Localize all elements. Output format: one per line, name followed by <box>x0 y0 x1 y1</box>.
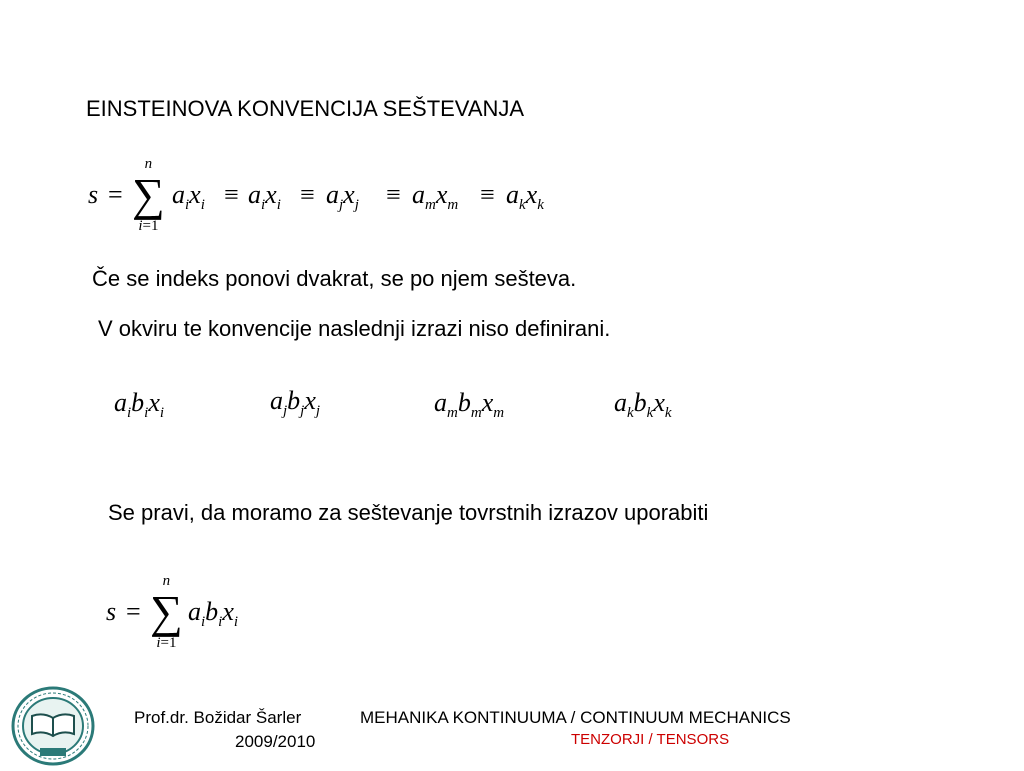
eq2-term: $a_ib_ix_i$ <box>188 597 239 630</box>
undefined-intro-text: V okviru te konvencije naslednji izrazi niso definirani. <box>98 316 611 341</box>
slide-title: EINSTEINOVA KONVENCIJA SEŠTEVANJA <box>86 96 525 121</box>
eq1-sum-lower-eq: =1 <box>142 218 159 234</box>
footer-year: 2009/2010 <box>235 732 316 751</box>
eq2-sum-lower-eq: =1 <box>160 635 177 651</box>
eq1-equiv: ≡ <box>300 180 315 209</box>
eq2-sum-symbol: n ∑ i=1 <box>150 573 183 651</box>
eq1-equals: = <box>108 180 123 209</box>
footer-topic: TENZORJI / TENSORS <box>571 731 730 748</box>
undefined-expression: $a_ib_ix_i$ <box>114 388 165 421</box>
summation-intro-text: Se pravi, da moramo za seštevanje tovrstnih izrazov uporabiti <box>108 500 709 525</box>
eq1-equiv: ≡ <box>480 180 495 209</box>
eq1-sum-lower-var: i <box>138 218 143 234</box>
eq1-term: $a_ix_i$ <box>172 180 205 213</box>
eq1-term: $a_mx_m$ <box>412 180 459 213</box>
eq1-term: $a_kx_k$ <box>506 180 544 213</box>
eq2-sum-upper: n <box>162 573 171 589</box>
undefined-expression: $a_mb_mx_m$ <box>434 388 505 421</box>
eq1-lhs: s <box>88 180 99 209</box>
undefined-expression: $a_jb_jx_j$ <box>270 386 321 419</box>
eq1-equiv: ≡ <box>224 180 239 209</box>
eq1-equiv: ≡ <box>386 180 401 209</box>
eq1-sum-upper: n <box>144 156 153 172</box>
rule-text: Če se indeks ponovi dvakrat, se po njem sešteva. <box>92 266 577 291</box>
footer-course: MEHANIKA KONTINUUMA / CONTINUUM MECHANICS <box>360 708 791 727</box>
eq2-lhs: s <box>106 597 117 626</box>
eq1-sum-symbol: n ∑ i=1 <box>132 156 165 234</box>
footer-author: Prof.dr. Božidar Šarler <box>134 708 302 727</box>
undefined-expression: $a_kb_kx_k$ <box>614 388 672 421</box>
eq1-term: $a_jx_j$ <box>326 180 359 213</box>
university-seal-icon <box>10 686 96 766</box>
eq2-sum-lower-var: i <box>156 635 161 651</box>
eq2-equals: = <box>126 597 141 626</box>
eq1-term: $a_ix_i$ <box>248 180 281 213</box>
